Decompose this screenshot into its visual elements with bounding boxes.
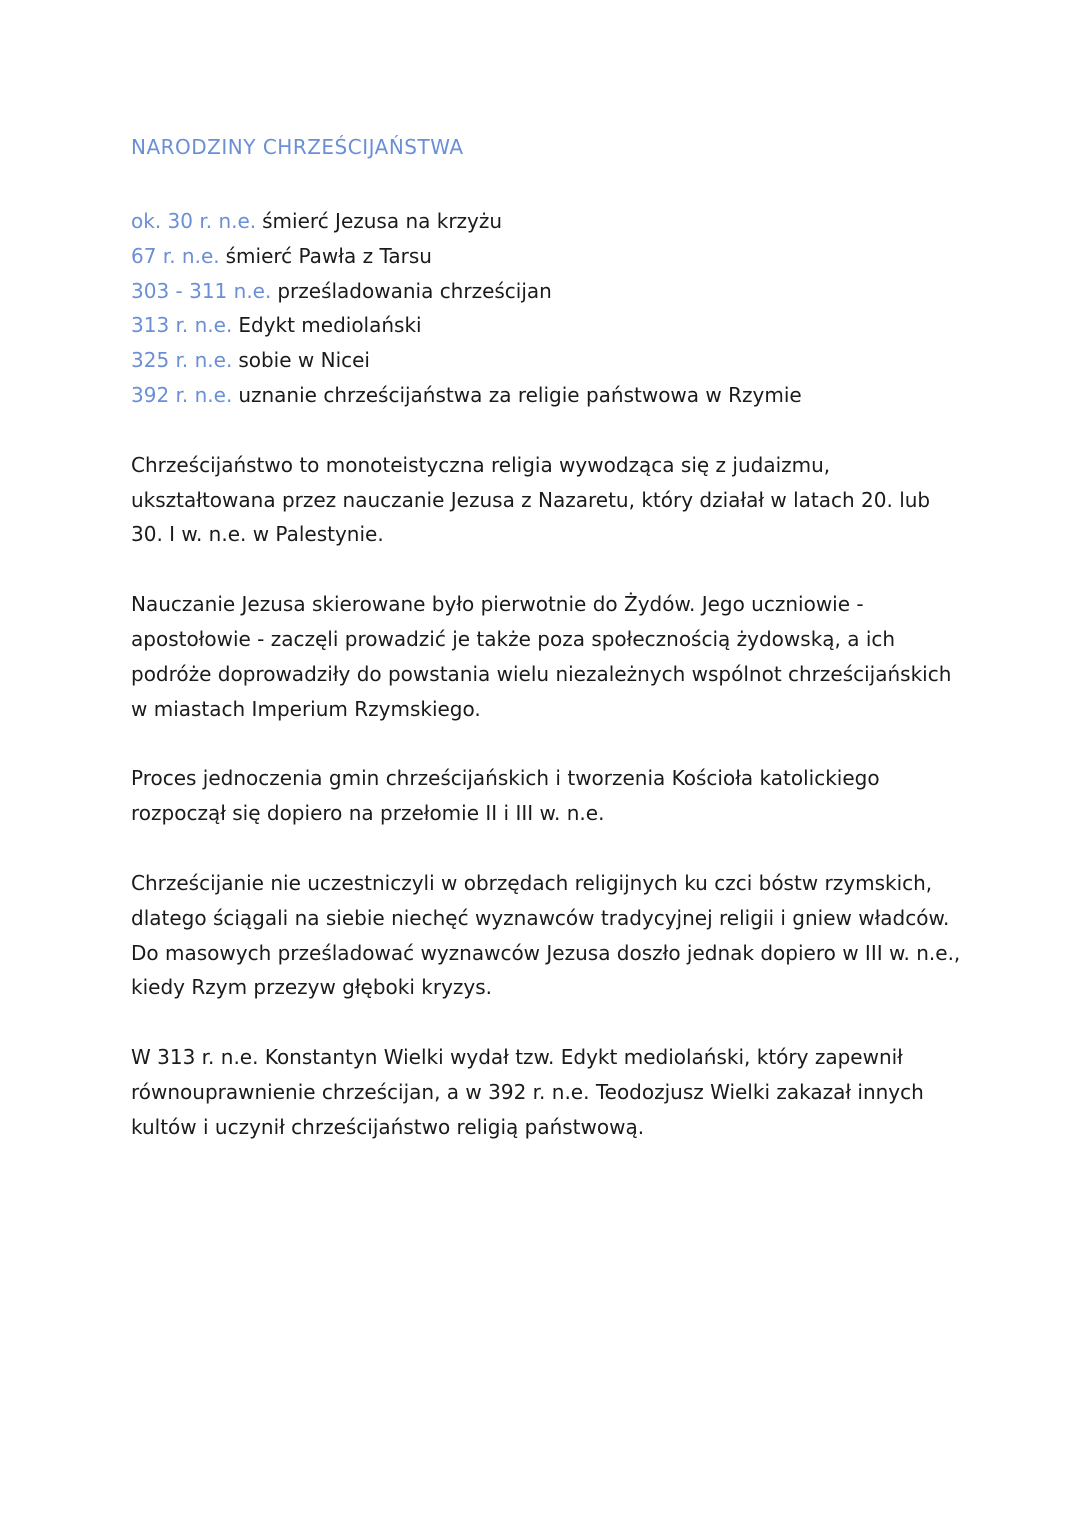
timeline-event: śmierć Pawła z Tarsu	[225, 243, 432, 268]
paragraph-edict: W 313 r. n.e. Konstantyn Wielki wydał tzw. Edykt mediolański, który zapewnił równouprawnienie chrześcijan, a w 392 r. n.e. Teodozjusz Wielki zakazał innych kultów i uczynił chrześcijaństwo religią państwową.	[131, 1045, 924, 1139]
paragraph-origins: Chrześcijaństwo to monoteistyczna religia wywodząca się z judaizmu, ukształtowana przez nauczanie Jezusa z Nazaretu, który działał w latach 20. lub 30. I w. n.e. w Palestynie.	[131, 452, 931, 547]
timeline-item	[131, 378, 961, 413]
timeline-item	[131, 343, 961, 378]
timeline-item	[131, 239, 961, 274]
timeline-date: 392 r. n.e.	[131, 382, 233, 407]
timeline-event: śmierć Jezusa na krzyżu	[262, 209, 503, 233]
timeline-event: sobie w Nicei	[238, 348, 370, 373]
timeline-date: 303 - 311 n.e.	[131, 278, 272, 303]
timeline-date: 325 r. n.e.	[131, 348, 233, 373]
timeline-date: 313 r. n.e.	[131, 313, 233, 338]
timeline-date: ok. 30 r. n.e.	[131, 209, 257, 233]
paragraph-persecution: Chrześcijanie nie uczestniczyli w obrzędach religijnych ku czci bóstw rzymskich, dlatego ściągali na siebie niechęć wyznawców tradycyjnej religii i gniew władców. Do masowych prześladować wyznawców Jezusa doszło jednak dopiero w III w. n.e., kiedy Rzym przezyw głęboki kryzys.	[131, 870, 961, 1000]
timeline-list	[131, 204, 961, 413]
timeline-item	[131, 204, 961, 239]
page-title: NARODZINY CHRZEŚCIJAŃSTWA	[131, 135, 464, 159]
timeline-event: Edykt mediolański	[238, 313, 422, 338]
timeline-date: 67 r. n.e.	[131, 243, 220, 268]
paragraph-apostles: Nauczanie Jezusa skierowane było pierwotnie do Żydów. Jego uczniowie - apostołowie - zaczęli prowadzić je także poza społecznością żydowską, a ich podróże doprowadziły do powstania wielu niezależnych wspólnot chrześcijańskich w miastach Imperium Rzymskiego.	[131, 592, 952, 721]
timeline-event: uznanie chrześcijaństwa za religie państwowa w Rzymie	[238, 382, 802, 407]
timeline-event: prześladowania chrześcijan	[277, 278, 552, 303]
timeline-item	[131, 274, 961, 309]
timeline-item	[131, 308, 961, 343]
document-page	[131, 130, 961, 1180]
paragraph-church-unification: Proces jednoczenia gmin chrześcijańskich i tworzenia Kościoła katolickiego rozpoczął się dopiero na przełomie II i III w. n.e.	[131, 766, 880, 826]
